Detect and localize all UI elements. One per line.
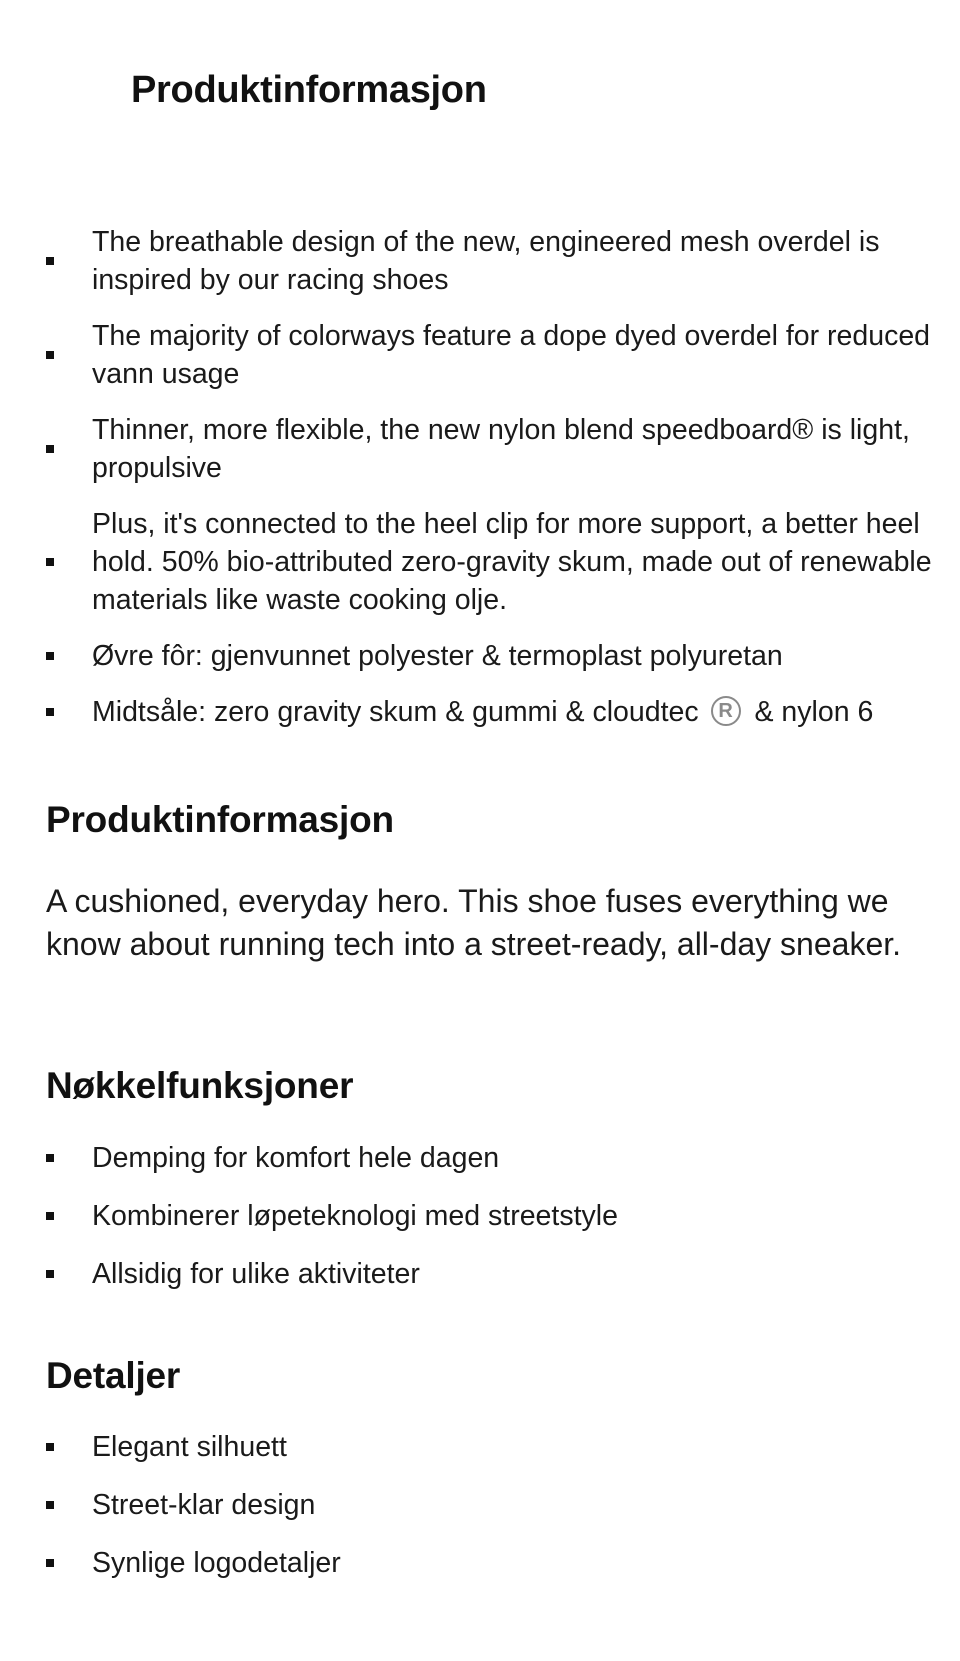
bullet-square-icon xyxy=(46,445,54,453)
list-item xyxy=(46,505,946,619)
midsole-text-after: & nylon 6 xyxy=(754,696,874,728)
list-item-text: Synlige logodetaljer xyxy=(92,1547,341,1579)
list-item-text: Øvre fôr: gjenvunnet polyester & termoplast polyuretan xyxy=(92,640,783,672)
list-item xyxy=(46,1139,946,1177)
list-item-midsole xyxy=(46,693,946,731)
details-list xyxy=(46,1428,946,1602)
list-item-text: Allsidig for ulike aktiviteter xyxy=(92,1258,420,1290)
section-heading-key-features: Nøkkelfunksjoner xyxy=(46,1065,354,1106)
list-item xyxy=(46,1486,946,1524)
list-item-text: Demping for komfort hele dagen xyxy=(92,1142,500,1174)
list-item-text: The majority of colorways feature a dope dyed overdel for reduced vann usage xyxy=(92,320,931,390)
bullet-square-icon xyxy=(46,708,54,716)
bullet-square-icon xyxy=(46,1212,54,1220)
list-item xyxy=(46,1544,946,1582)
list-item-text: Thinner, more flexible, the new nylon blend speedboard® is light, propulsive xyxy=(92,414,910,484)
product-description: A cushioned, everyday hero. This shoe fuses everything we know about running tech into a street-ready, all-day sneaker. xyxy=(46,883,902,962)
bullet-square-icon xyxy=(46,1270,54,1278)
list-item xyxy=(46,637,946,675)
bullet-square-icon xyxy=(46,351,54,359)
bullet-square-icon xyxy=(46,1443,54,1451)
list-item xyxy=(46,1428,946,1466)
list-item-text: Street-klar design xyxy=(92,1489,316,1521)
list-item-text xyxy=(92,693,946,731)
list-item xyxy=(46,317,946,393)
list-item-text: Plus, it's connected to the heel clip for more support, a better heel hold. 50% bio-attributed zero-gravity skum, made out of renewable materials like waste cooking olje. xyxy=(92,508,932,616)
bullet-square-icon xyxy=(46,558,54,566)
list-item xyxy=(46,1255,946,1293)
bullet-square-icon xyxy=(46,1154,54,1162)
midsole-text-before: Midtsåle: zero gravity skum & gummi & cloudtec xyxy=(92,696,699,728)
key-features-list xyxy=(46,1139,946,1313)
section-heading-product-info: Produktinformasjon xyxy=(46,799,394,840)
bullet-square-icon xyxy=(46,652,54,660)
list-item xyxy=(46,223,946,299)
list-item-text: Kombinerer løpeteknologi med streetstyle xyxy=(92,1200,618,1232)
section-heading-details: Detaljer xyxy=(46,1355,181,1396)
list-item-text: Elegant silhuett xyxy=(92,1431,287,1463)
list-item-text: The breathable design of the new, engineered mesh overdel is inspired by our racing shoes xyxy=(92,226,880,296)
registered-icon: R xyxy=(711,696,741,726)
bullet-square-icon xyxy=(46,1501,54,1509)
page-title: Produktinformasjon xyxy=(131,69,487,111)
bullet-square-icon xyxy=(46,1559,54,1567)
list-item xyxy=(46,411,946,487)
product-feature-list xyxy=(46,223,946,749)
list-item xyxy=(46,1197,946,1235)
bullet-square-icon xyxy=(46,257,54,265)
